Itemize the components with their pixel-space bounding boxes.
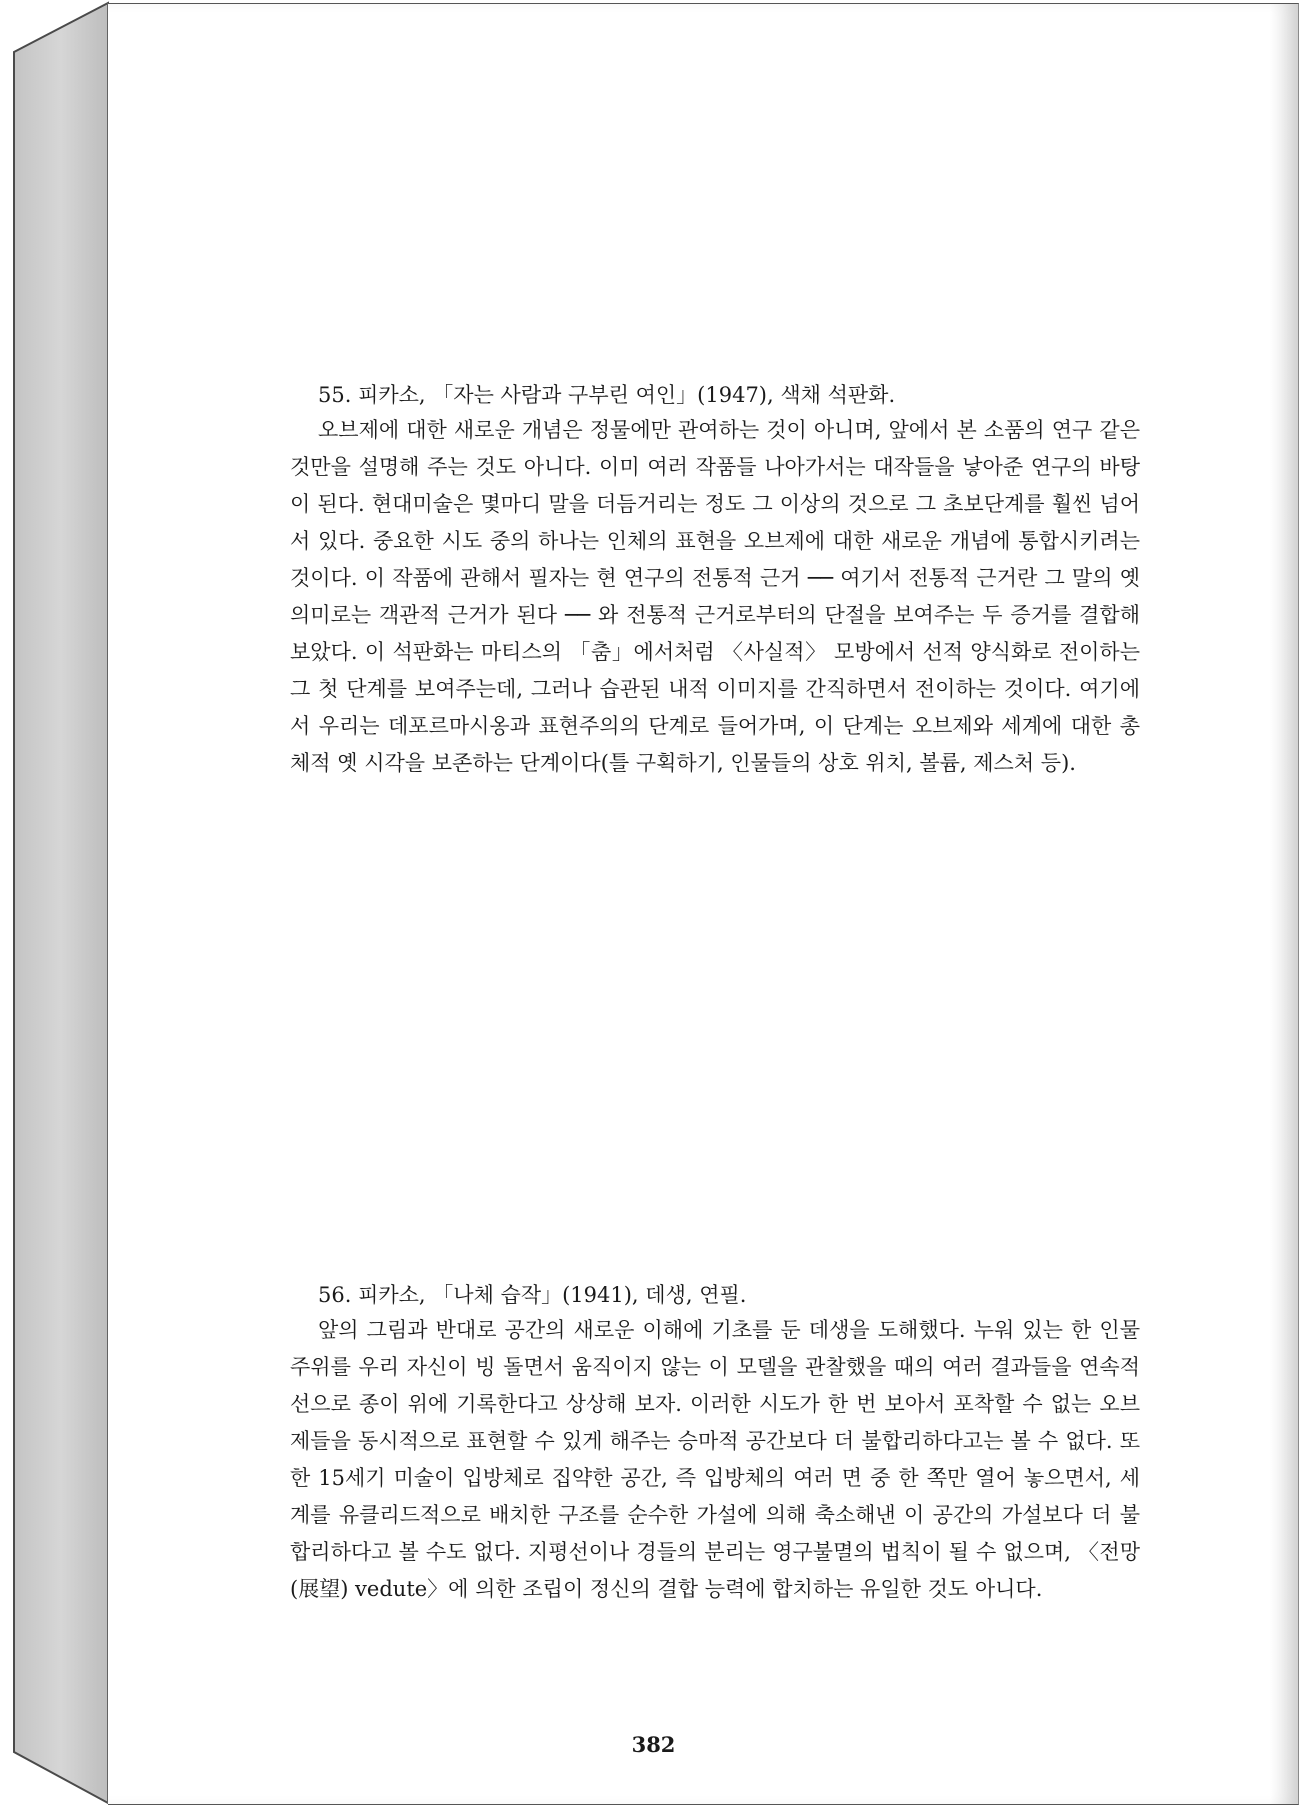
- figure-56-block: [290, 1280, 1140, 1608]
- figure-55-caption: 55. 피카소, 「자는 사람과 구부린 여인」(1947), 색채 석판화.: [318, 383, 896, 407]
- figure-55-text: 오브제에 대한 새로운 개념은 정물에만 관여하는 것이 아니며, 앞에서 본 소품의 연구 같은 것만을 설명해 주는 것도 아니다. 이미 여러 작품들 나아가서는 대작들을 낳아준 연구의 바탕이 된다. 현대미술은 몇마디 말을 더듬거리는 정도 그 이상의 것으로 그 초보단계를 훨씬 넘어서 있다. 중요한 시도 중의 하나는 인체의 표현을 오브제에 대한 새로운 개념에 통합시키려는 것이다. 이 작품에 관해서 필자는 현 연구의 전통적 근거 ── 여기서 전통적 근거란 그 말의 옛 의미로는 객관적 근거가 된다 ── 와 전통적 근거로부터의 단절을 보여주는 두 증거를 결합해 보았다. 이 석판화는 마티스의 「춤」에서처럼 〈사실적〉 모방에서 선적 양식화로 전이하는 그 첫 단계를 보여주는데, 그러나 습관된 내적 이미지를 간직하면서 전이하는 것이다. 여기에서 우리는 데포르마시옹과 표현주의의 단계로 들어가며, 이 단계는 오브제와 세계에 대한 총체적 옛 시각을 보존하는 단계이다(틀 구획하기, 인물들의 상호 위치, 볼륨, 제스처 등).: [290, 418, 1140, 775]
- figure-55-block: [290, 380, 1140, 782]
- page-number: 382: [631, 1732, 676, 1757]
- page-edge-shadow: [1270, 4, 1298, 1804]
- figure-56-text: 앞의 그림과 반대로 공간의 새로운 이해에 기초를 둔 데생을 도해했다. 누워 있는 한 인물 주위를 우리 자신이 빙 돌면서 움직이지 않는 이 모델을 관찰했을 때의 여러 결과들을 연속적 선으로 종이 위에 기록한다고 상상해 보자. 이러한 시도가 한 번 보아서 포착할 수 없는 오브제들을 동시적으로 표현할 수 있게 해주는 승마적 공간보다 더 불합리하다고는 볼 수 없다. 또한 15세기 미술이 입방체로 집약한 공간, 즉 입방체의 여러 면 중 한 쪽만 열어 놓으면서, 세계를 유클리드적으로 배치한 구조를 순수한 가설에 의해 축소해낸 이 공간의 가설보다 더 불합리하다고 볼 수도 없다. 지평선이나 경들의 분리는 영구불멸의 법칙이 될 수 없으며, 〈전망(展望) vedute〉에 의한 조립이 정신의 결합 능력에 합치하는 유일한 것도 아니다.: [290, 1318, 1140, 1601]
- figure-56-caption: 56. 피카소, 「나체 습작」(1941), 데생, 연필.: [318, 1283, 747, 1307]
